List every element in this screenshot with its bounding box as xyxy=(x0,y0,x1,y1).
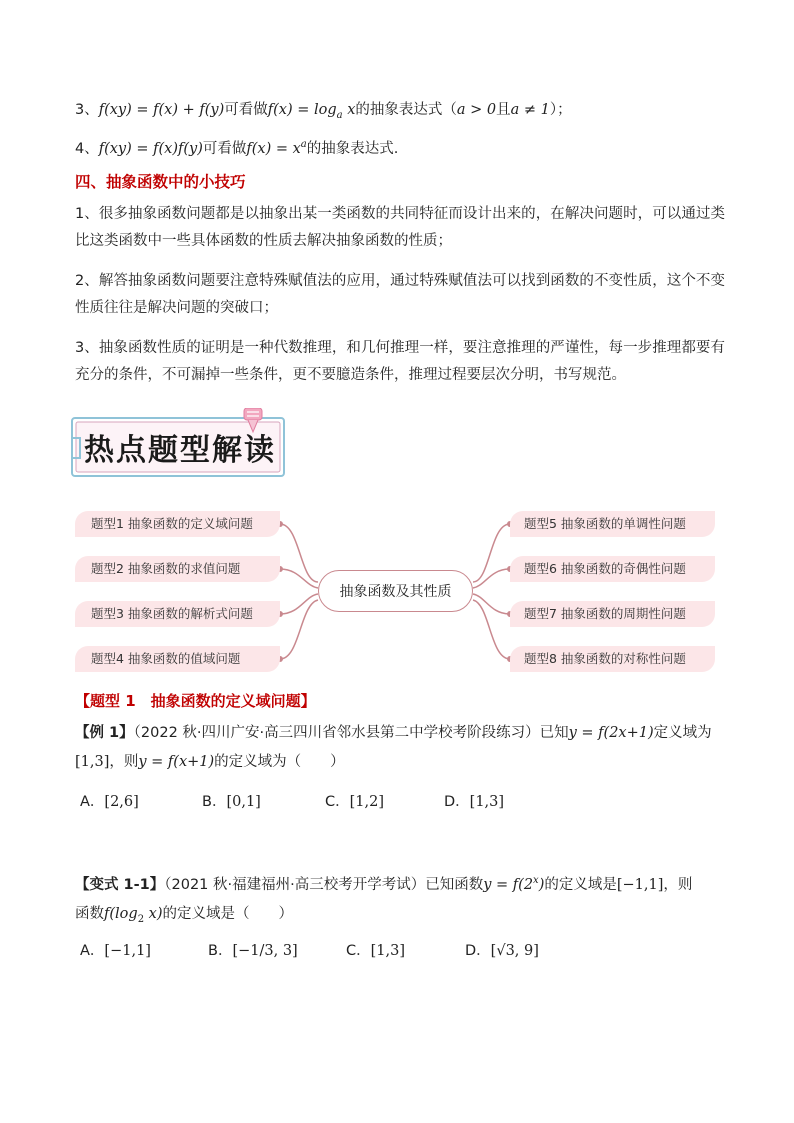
function-expr: y = f(2x+1) xyxy=(568,725,654,741)
mindmap-item-type3: 题型3 抽象函数的解析式问题 xyxy=(75,601,280,627)
variant-source: （2021 秋·福建福州·高三校考开学考试） xyxy=(164,876,426,893)
item-number: 4、 xyxy=(75,140,99,157)
banner-title: 热点题型解读 xyxy=(84,433,276,468)
example-source: （2022 秋·四川广安·高三四川省邻水县第二中学校考阶段练习） xyxy=(133,725,540,741)
option-d[interactable] xyxy=(465,939,539,960)
option-value: [−1,1] xyxy=(104,943,151,959)
formula-lhs: f(xy) = f(x) + f(y) xyxy=(98,102,225,118)
option-label: A． xyxy=(80,943,105,959)
log-base: a xyxy=(336,109,343,121)
option-value: [1,2] xyxy=(349,794,384,810)
condition: a > 0 xyxy=(456,102,497,118)
option-c[interactable] xyxy=(325,790,384,811)
function-expr: y = f(2 xyxy=(483,876,534,893)
formula-text: ）； xyxy=(549,102,572,118)
question-text: 函数 xyxy=(75,905,104,922)
formula-lhs: f(xy) = f(x)f(y) xyxy=(98,140,203,157)
option-d[interactable] xyxy=(444,790,504,811)
formula-item-3 xyxy=(75,99,572,127)
option-label: D． xyxy=(444,794,470,810)
option-value: [0,1] xyxy=(226,794,261,810)
tip-1: 1、很多抽象函数问题都是以抽象出某一类函数的共同特征而设计出来的，在解决问题时，可以通过类比这类函数中一些具体函数的性质去解决抽象函数的性质； xyxy=(75,206,725,249)
mindmap-item-type5: 题型5 抽象函数的单调性问题 xyxy=(510,511,715,537)
variant-1-1 xyxy=(75,866,735,934)
option-label: B． xyxy=(202,794,227,810)
mindmap-item-type7: 题型7 抽象函数的周期性问题 xyxy=(510,601,715,627)
mindmap-item-type2: 题型2 抽象函数的求值问题 xyxy=(75,556,280,582)
item-number: 3、 xyxy=(75,102,99,118)
formula-log: f(x) = log xyxy=(267,102,337,118)
variant-tag: 【变式 1-1】 xyxy=(75,876,165,893)
option-value: [2,6] xyxy=(104,794,139,810)
log-var: x xyxy=(342,102,356,118)
example-tag: 【例 1】 xyxy=(75,725,134,741)
function-expr: ) xyxy=(538,876,545,893)
condition: a ≠ 1 xyxy=(510,102,550,118)
question-text: ，则 xyxy=(663,876,693,893)
exponent: x xyxy=(533,875,539,886)
option-label: D． xyxy=(465,943,491,959)
mindmap-item-type1: 题型1 抽象函数的定义域问题 xyxy=(75,511,280,537)
formula-text: 的抽象表达式. xyxy=(306,140,399,157)
option-b[interactable] xyxy=(202,790,261,811)
function-expr: x) xyxy=(144,905,163,922)
hot-topic-banner xyxy=(70,408,290,480)
formula-text: 的抽象表达式（ xyxy=(355,102,457,118)
function-expr: f(log xyxy=(104,905,138,922)
option-a[interactable] xyxy=(80,939,151,960)
mindmap-item-type6: 题型6 抽象函数的奇偶性问题 xyxy=(510,556,715,582)
option-label: C． xyxy=(346,943,371,959)
mindmap-item-type4: 题型4 抽象函数的值域问题 xyxy=(75,646,280,672)
question-text: 的定义域是 xyxy=(544,876,617,893)
and-text: 且 xyxy=(496,102,511,118)
formula-text: 可看做 xyxy=(202,140,247,157)
mindmap-item-type8: 题型8 抽象函数的对称性问题 xyxy=(510,646,715,672)
option-a[interactable] xyxy=(80,790,139,811)
formula-text: 可看做 xyxy=(224,102,268,118)
mindmap-center: 抽象函数及其性质 xyxy=(318,570,473,612)
formula-item-4 xyxy=(75,134,398,160)
domain-value: [−1,1] xyxy=(616,876,664,893)
question-text: 定义域为 xyxy=(653,725,712,741)
tip-3: 3、抽象函数性质的证明是一种代数推理，和几何推理一样，要注意推理的严谨性，每一步推理都要有充分的条件，不可漏掉一些条件，更不要臆造条件，推理过程要层次分明，书写规范。 xyxy=(75,340,725,383)
section-heading: 四、抽象函数中的小技巧 xyxy=(75,173,246,191)
question-text: 已知函数 xyxy=(425,876,484,893)
question-text: ，则 xyxy=(109,754,139,770)
question-text: 的定义域为（ ） xyxy=(214,754,345,770)
tip-2: 2、解答抽象函数问题要注意特殊赋值法的应用，通过特殊赋值法可以找到函数的不变性质，这个不变性质往往是解决问题的突破口； xyxy=(75,273,725,316)
option-value: [−1/3, 3] xyxy=(232,943,298,959)
function-expr: y = f(x+1) xyxy=(138,754,215,770)
type1-heading: 【题型 1 抽象函数的定义域问题】 xyxy=(75,692,316,710)
example-1 xyxy=(75,719,735,777)
option-label: B． xyxy=(208,943,233,959)
option-c[interactable] xyxy=(346,939,405,960)
log-base: 2 xyxy=(137,913,145,925)
domain-value: [1,3] xyxy=(75,754,110,770)
option-b[interactable] xyxy=(208,939,298,960)
exponent: a xyxy=(300,139,307,150)
option-label: A． xyxy=(80,794,105,810)
question-text: 的定义域是（ ） xyxy=(162,905,294,922)
question-text: 已知 xyxy=(539,725,569,741)
option-value: [1,3] xyxy=(469,794,505,810)
option-value: [1,3] xyxy=(370,943,405,959)
option-label: C． xyxy=(325,794,350,810)
formula-power: f(x) = x xyxy=(246,140,301,157)
option-value: [√3, 9] xyxy=(490,943,539,959)
